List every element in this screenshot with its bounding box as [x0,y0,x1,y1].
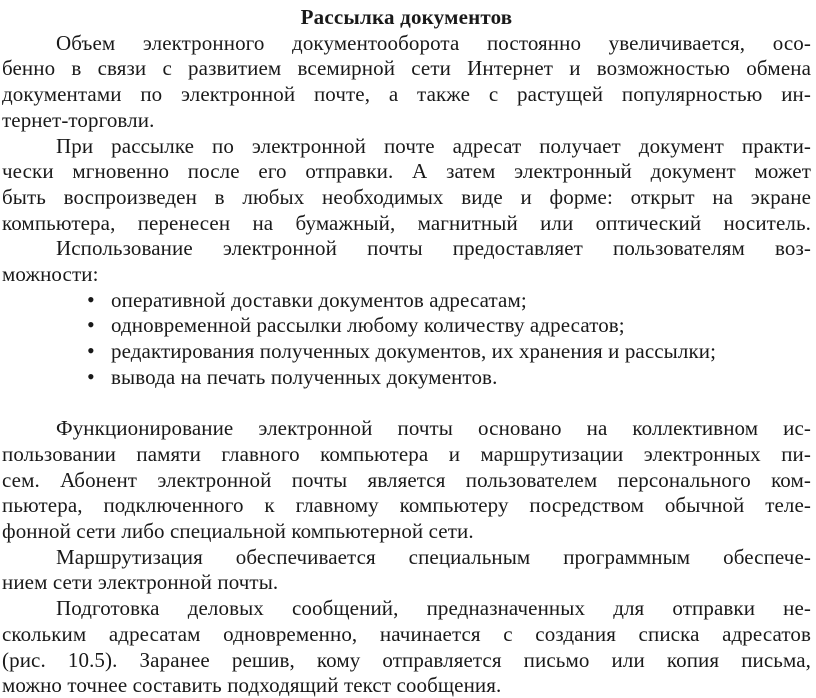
bullet-icon: • [87,312,95,338]
document-body [2,31,811,698]
bullet-item [2,339,811,365]
text-line: пользовании памяти главного компьютера и маршрутизации электронных пи- [2,441,811,466]
bullet-list [2,288,811,391]
paragraph [2,236,811,287]
bullet-item [2,288,811,314]
text-line: компьютера, перенесен на бумажный, магнитный или оптический носитель. [2,210,811,235]
paragraph [2,416,811,545]
paragraph [2,596,811,698]
bullet-icon: • [87,338,95,364]
paragraph [2,31,811,134]
text-line: можности: [2,262,99,287]
text-line: пьютера, подключенного к главному компьютеру посредством обычной теле- [2,493,811,518]
text-line: Подготовка деловых сообщений, предназначенных для отправки не- [56,596,811,621]
text-line: сем. Абонент электронной почты является пользователем персонального ком- [2,467,811,492]
text-line: скольким адресатам одновременно, начинается с создания списка адресатов [2,621,811,646]
text-line: можно точнее составить подходящий текст сообщения. [2,673,502,698]
text-line: Использование электронной почты предоставляет пользователям воз- [56,236,811,261]
text-line: чески мгновенно после его отправки. А затем электронный документ может [2,159,811,184]
bullet-icon: • [87,286,95,312]
bullet-item-text: одновременной рассылки любому количеству адресатов; [111,313,625,338]
bullet-icon: • [87,363,95,389]
paragraph [2,545,811,596]
bullet-item [2,365,811,391]
text-line: фонной сети либо специальной компьютерной сети. [2,519,474,544]
blank-line [2,391,811,417]
text-line: документами по электронной почте, а также с растущей популярностью ин- [2,82,811,107]
text-line: Маршрутизация обеспечивается специальным программным обеспече- [56,544,811,569]
text-line: нием сети электронной почты. [2,570,279,595]
text-line: бенно в связи с развитием всемирной сети Интернет и возможностью обмена [2,56,811,81]
text-line: Функционирование электронной почты основано на коллективном ис- [56,416,811,441]
text-line: Объем электронного документооборота постоянно увеличивается, осо- [56,30,811,55]
text-line: быть воспроизведен в любых необходимых виде и форме: открыт на экране [2,184,811,209]
text-line: При рассылке по электронной почте адресат получает документ практи- [56,133,811,158]
document-title: Рассылка документов [300,5,513,29]
bullet-item [2,313,811,339]
bullet-item-text: вывода на печать полученных документов. [111,364,498,389]
text-line: (рис. 10.5). Заранее решив, кому отправляется письмо или копия письма, [2,647,811,672]
text-line: тернет-торговли. [2,107,155,132]
bullet-item-text: редактирования полученных документов, их хранения и рассылки; [111,339,717,364]
bullet-item-text: оперативной доставки документов адресатам; [111,287,527,312]
paragraph [2,134,811,237]
